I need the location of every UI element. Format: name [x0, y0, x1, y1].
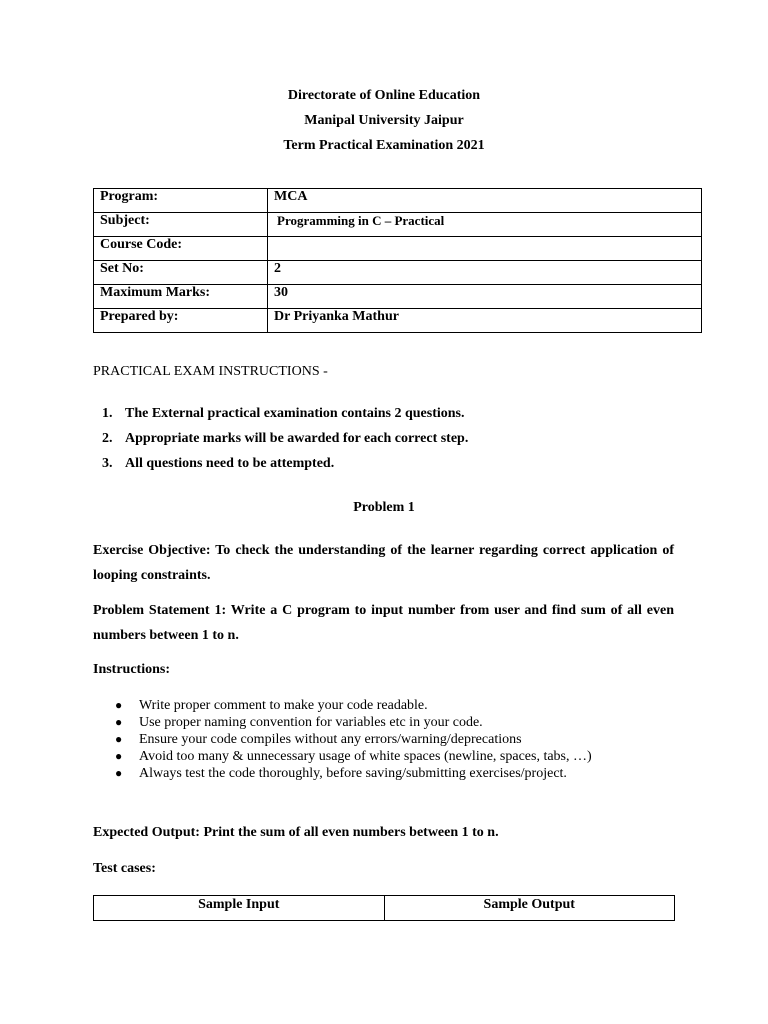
problem-statement: Problem Statement 1: Write a C program to input number from user and find sum of all even numbers between 1 to n.: [93, 603, 674, 643]
problem-title: Problem 1: [353, 500, 415, 515]
header-directorate: Directorate of Online Education: [287, 88, 481, 103]
header-university: Manipal University Jaipur: [304, 113, 464, 128]
info-value: 2: [268, 261, 702, 285]
instructions-list: [93, 406, 468, 481]
list-text: Use proper naming convention for variables etc in your code.: [139, 714, 483, 730]
list-text: Avoid too many & unnecessary usage of white spaces (newline, spaces, tabs, …): [139, 748, 592, 764]
bullet-icon: ●: [115, 732, 123, 746]
table-row: [94, 309, 702, 333]
info-key: Subject:: [94, 213, 268, 237]
list-text: All questions need to be attempted.: [125, 456, 335, 471]
bullet-icon: ●: [115, 698, 123, 712]
header-exam: Term Practical Examination 2021: [283, 138, 485, 153]
table-row: [94, 237, 702, 261]
instructions-heading: PRACTICAL EXAM INSTRUCTIONS -: [93, 364, 328, 379]
list-item: [115, 765, 592, 782]
table-row: [94, 189, 702, 213]
info-key: Course Code:: [94, 237, 268, 261]
table-row: [94, 285, 702, 309]
info-value: Programming in C – Practical: [268, 213, 702, 237]
list-number: 2.: [102, 431, 113, 446]
sample-output-header: Sample Output: [384, 896, 675, 921]
list-text: Write proper comment to make your code readable.: [139, 697, 428, 713]
exercise-objective: Exercise Objective: To check the understanding of the learner regarding correct application of looping constraints.: [93, 543, 674, 583]
test-cases-table: [93, 895, 675, 921]
info-value: [268, 237, 702, 261]
exam-info-table: [93, 188, 702, 333]
bullet-icon: ●: [115, 766, 123, 780]
bullet-icon: ●: [115, 715, 123, 729]
list-text: Ensure your code compiles without any errors/warning/deprecations: [139, 731, 522, 747]
sample-input-header: Sample Input: [94, 896, 385, 921]
list-text: Always test the code thoroughly, before saving/submitting exercises/project.: [139, 765, 567, 781]
table-row: [94, 261, 702, 285]
list-item: [115, 731, 592, 748]
bullet-icon: ●: [115, 749, 123, 763]
list-number: 1.: [102, 406, 113, 421]
info-key: Set No:: [94, 261, 268, 285]
table-row: [94, 896, 675, 921]
list-item: [115, 697, 592, 714]
test-cases-label: Test cases:: [93, 861, 156, 876]
list-item: [93, 406, 468, 431]
info-key: Program:: [94, 189, 268, 213]
expected-output: Expected Output: Print the sum of all even numbers between 1 to n.: [93, 825, 499, 840]
info-value: MCA: [268, 189, 702, 213]
list-item: [93, 431, 468, 456]
list-item: [115, 748, 592, 765]
info-value: Dr Priyanka Mathur: [268, 309, 702, 333]
list-text: Appropriate marks will be awarded for each correct step.: [125, 431, 469, 446]
list-text: The External practical examination contains 2 questions.: [125, 406, 465, 421]
table-row: [94, 213, 702, 237]
list-item: [115, 714, 592, 731]
coding-guidelines-list: [115, 697, 592, 782]
list-item: [93, 456, 468, 481]
list-number: 3.: [102, 456, 113, 471]
info-value: 30: [268, 285, 702, 309]
info-key: Maximum Marks:: [94, 285, 268, 309]
instructions-label: Instructions:: [93, 662, 171, 677]
info-key: Prepared by:: [94, 309, 268, 333]
